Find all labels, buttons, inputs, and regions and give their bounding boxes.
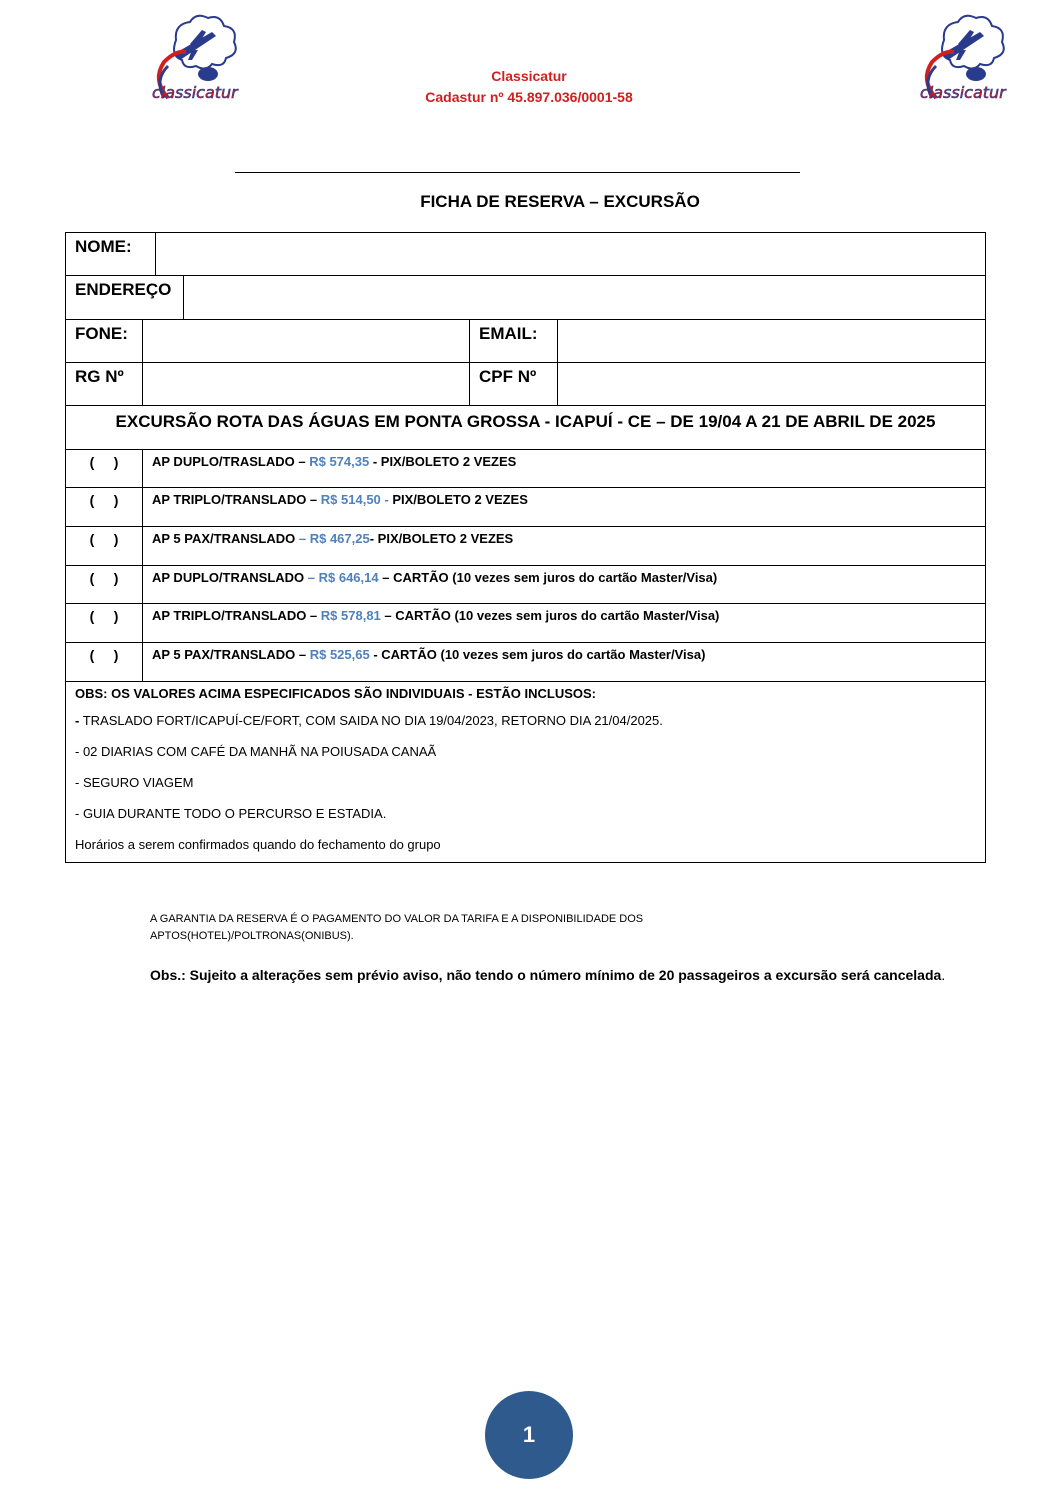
tour-title: EXCURSÃO ROTA DAS ÁGUAS EM PONTA GROSSA - ICAPUÍ - CE – DE 19/04 A 21 DE ABRIL DE 2025	[115, 412, 936, 431]
option-checkbox[interactable]: ( )	[89, 454, 119, 470]
row-endereco	[66, 276, 985, 320]
guarantee-note: A GARANTIA DA RESERVA É O PAGAMENTO DO VALOR DA TARIFA E A DISPONIBILIDADE DOS APTOS(HOTEL)/POLTRONAS(ONIBUS).	[150, 913, 644, 942]
page-number-badge: 1	[485, 1391, 573, 1479]
endereco-label: ENDEREÇO	[75, 280, 172, 299]
company-registration: Cadastur nº 45.897.036/0001-58	[425, 89, 633, 105]
obs-item-insurance: - SEGURO VIAGEM	[75, 775, 194, 790]
option-row[interactable]	[66, 643, 985, 682]
option-checkbox[interactable]: ( )	[89, 570, 119, 586]
cpf-field[interactable]	[557, 363, 985, 405]
row-nome	[66, 233, 985, 276]
obs-title: OBS: OS VALORES ACIMA ESPECIFICADOS SÃO INDIVIDUAIS - ESTÃO INCLUSOS:	[75, 686, 597, 701]
option-description: AP 5 PAX/TRANSLADO – R$ 525,65 - CARTÃO (10 vezes sem juros do cartão Master/Visa)	[142, 643, 985, 681]
option-row[interactable]	[66, 566, 985, 604]
cpf-label: CPF Nº	[469, 363, 557, 405]
obs-item-stay: - 02 DIARIAS COM CAFÉ DA MANHÃ NA POIUSADA CANAÃ	[75, 744, 437, 759]
obs-item-guide: - GUIA DURANTE TODO O PERCURSO E ESTADIA.	[75, 806, 387, 821]
obs-item-transfer: - TRASLADO FORT/ICAPUÍ-CE/FORT, COM SAIDA NO DIA 19/04/2023, RETORNO DIA 21/04/2025.	[75, 713, 663, 728]
option-price: R$ 525,65	[309, 647, 370, 662]
logo-text: classicatur	[152, 83, 238, 102]
endereco-field[interactable]	[183, 276, 985, 319]
option-description: AP 5 PAX/TRANSLADO – R$ 467,25- PIX/BOLETO 2 VEZES	[142, 527, 985, 565]
option-row[interactable]	[66, 450, 985, 488]
header-rule	[235, 172, 800, 173]
row-rg-cpf	[66, 363, 985, 406]
nome-label: NOME:	[75, 237, 132, 256]
rg-field[interactable]	[142, 363, 469, 405]
reservation-form	[65, 232, 986, 863]
option-price: R$ 514,50 -	[320, 492, 389, 507]
company-header	[0, 66, 1058, 108]
row-observations	[66, 682, 985, 862]
option-price: – R$ 467,25	[298, 531, 370, 546]
option-row[interactable]	[66, 488, 985, 527]
option-price: R$ 574,35	[309, 454, 370, 469]
option-checkbox[interactable]: ( )	[89, 608, 119, 624]
cancellation-notice: Obs.: Sujeito a alterações sem prévio aviso, não tendo o número mínimo de 20 passageiros a excursão será cancelada.	[150, 967, 946, 983]
logo-text: classicatur	[920, 83, 1006, 102]
option-checkbox[interactable]: ( )	[89, 492, 119, 508]
nome-field[interactable]	[155, 233, 985, 275]
observations	[66, 682, 672, 862]
fone-label: FONE:	[75, 324, 128, 343]
option-checkbox[interactable]: ( )	[89, 531, 119, 547]
form-title: FICHA DE RESERVA – EXCURSÃO	[420, 192, 700, 211]
option-description: AP DUPLO/TRANSLADO – R$ 646,14 – CARTÃO (10 vezes sem juros do cartão Master/Visa)	[142, 566, 985, 603]
option-price: R$ 578,81	[320, 608, 381, 623]
email-label: EMAIL:	[469, 320, 557, 362]
rg-label: RG Nº	[75, 367, 124, 386]
row-tour-title	[66, 406, 985, 450]
option-checkbox[interactable]: ( )	[89, 647, 119, 663]
row-fone-email	[66, 320, 985, 363]
company-name: Classicatur	[491, 68, 567, 84]
option-price: – R$ 646,14	[307, 570, 379, 585]
option-row[interactable]	[66, 604, 985, 643]
obs-item-schedule: Horários a serem confirmados quando do fechamento do grupo	[75, 837, 441, 852]
email-field[interactable]	[557, 320, 985, 362]
option-description: AP TRIPLO/TRANSLADO – R$ 578,81 – CARTÃO (10 vezes sem juros do cartão Master/Visa)	[142, 604, 985, 642]
option-description: AP DUPLO/TRASLADO – R$ 574,35 - PIX/BOLETO 2 VEZES	[142, 450, 985, 487]
fone-field[interactable]	[142, 320, 469, 362]
option-description: AP TRIPLO/TRANSLADO – R$ 514,50 - PIX/BOLETO 2 VEZES	[142, 488, 985, 526]
option-row[interactable]	[66, 527, 985, 566]
